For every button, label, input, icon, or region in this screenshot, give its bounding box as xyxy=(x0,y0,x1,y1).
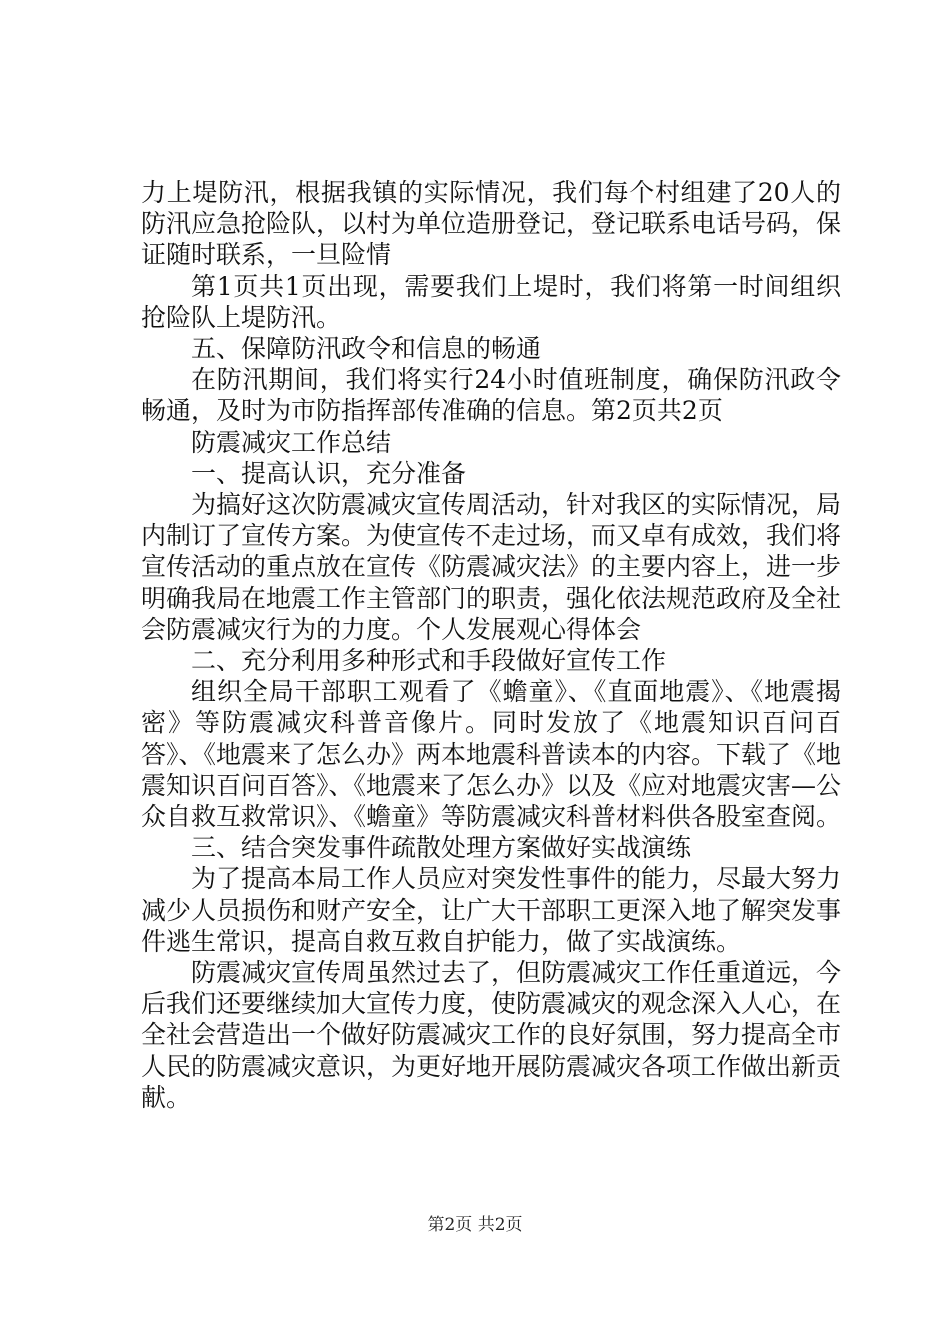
paragraph-4: 为搞好这次防震减灾宣传周活动，针对我区的实际情况，局内制订了宣传方案。为使宣传不走过场，而又卓有成效，我们将宣传活动的重点放在宣传《防震减灾法》的主要内容上，进一步明确我局在地震工作主管部门的职责，强化依法规范政府及全社会防震减灾行为的力度。个人发展观心得体会 xyxy=(141,490,842,644)
document-body xyxy=(141,177,841,1113)
paragraph-7: 防震减灾宣传周虽然过去了，但防震减灾工作任重道远，今后我们还要继续加大宣传力度，使防震减灾的观念深入人心，在全社会营造出一个做好防震减灾工作的良好氛围，努力提高全市人民的防震减灾意识，为更好地开展防震减灾各项工作做出新贡献。 xyxy=(141,958,842,1112)
paragraph-3: 在防汛期间，我们将实行24小时值班制度，确保防汛政令畅通，及时为市防指挥部传准确的信息。第2页共2页 xyxy=(141,365,841,426)
paragraph-6: 为了提高本局工作人员应对突发性事件的能力，尽最大努力减少人员损伤和财产安全，让广大干部职工更深入地了解突发事件逃生常识，提高自救互救自护能力，做了实战演练。 xyxy=(141,864,842,956)
heading-section-3: 三、结合突发事件疏散处理方案做好实战演练 xyxy=(191,833,692,863)
page-footer: 第2页 共2页 xyxy=(427,1215,523,1235)
paragraph-1: 力上堤防汛，根据我镇的实际情况，我们每个村组建了20人的防汛应急抢险队，以村为单位造册登记，登记联系电话号码，保证随时联系，一旦险情 xyxy=(141,178,842,270)
paragraph-2: 第1页共1页出现，需要我们上堤时，我们将第一时间组织抢险队上堤防汛。 xyxy=(141,271,841,332)
document-title: 防震减灾工作总结 xyxy=(191,427,392,457)
heading-section-1: 一、提高认识，充分准备 xyxy=(191,458,467,488)
paragraph-5: 组织全局干部职工观看了《蟾童》、《直面地震》、《地震揭密》等防震减灾科普音像片。同时发放了《地震知识百问百答》、《地震来了怎么办》两本地震科普读本的内容。下载了《地震知识百问百答》、《地震来了怎么办》以及《应对地震灾害—公众自救互救常识》、《蟾童》等防震减灾科普材料供各股室查阅。 xyxy=(141,677,842,832)
heading-section-5: 五、保障防汛政令和信息的畅通 xyxy=(191,334,542,364)
heading-section-2: 二、充分利用多种形式和手段做好宣传工作 xyxy=(191,646,667,676)
